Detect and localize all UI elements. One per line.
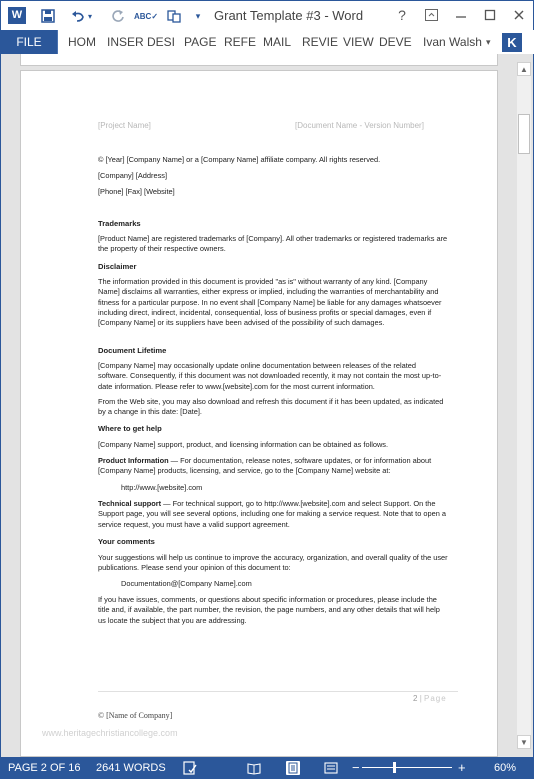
help-icon[interactable]: ? (398, 7, 406, 23)
scroll-down-icon[interactable]: ▼ (517, 735, 531, 749)
tab-mailings[interactable]: MAIL (263, 35, 292, 49)
zoom-slider-thumb[interactable] (393, 762, 396, 773)
product-info-label: Product Information (98, 456, 169, 465)
spelling-icon[interactable]: ABC✓ (133, 11, 159, 21)
watermark-text: www.heritagechristiancollege.com (42, 728, 178, 738)
chevron-down-icon[interactable]: ▾ (486, 37, 491, 47)
zoom-out-button[interactable]: − (352, 760, 360, 775)
lifetime-text: [Company Name] may occasionally update online documentation between releases of the related software. Consequently, if this document was not downloaded recently, it may not contain the most up-to-date information. Please refer to www.[website].com for the most current information. (98, 361, 442, 391)
tab-file[interactable]: FILE (1, 30, 58, 54)
title-bar (0, 0, 534, 30)
tab-review[interactable]: REVIE (302, 35, 339, 49)
zoom-level[interactable]: 60% (494, 762, 517, 774)
comments-text-2: If you have issues, comments, or questions about specific information or procedures, please include the title and, if available, the part number, the revision, the page numbers, and any other details that will help us locate the subject that you are addressing. (98, 595, 440, 625)
scroll-up-icon[interactable]: ▲ (517, 62, 531, 76)
close-icon[interactable] (508, 4, 530, 26)
zoom-in-button[interactable]: + (458, 760, 466, 775)
page-number: 2 | Page (413, 694, 447, 703)
lifetime-text-2: From the Web site, you may also download and refresh this document if it has been updated, as indicated by a change in this date: [Date]. (98, 397, 444, 417)
tab-view[interactable]: VIEW (343, 35, 374, 49)
contact-text: [Phone] [Fax] [Website] (98, 187, 175, 196)
disclaimer-heading: Disclaimer (98, 262, 137, 271)
tab-home[interactable]: HOM (68, 35, 96, 49)
ribbon-display-icon[interactable] (420, 4, 442, 26)
minimize-icon[interactable] (450, 4, 472, 26)
user-name[interactable]: Ivan Walsh (423, 35, 482, 49)
tab-references[interactable]: REFE (224, 35, 257, 49)
product-url: http://www.[website].com (121, 483, 203, 492)
tab-page-layout[interactable]: PAGE (184, 35, 217, 49)
word-icon: W (8, 7, 26, 24)
trademarks-text: [Product Name] are registered trademarks of [Company]. All other trademarks or registered trademarks are the property of their respective owners. (98, 234, 448, 254)
help-text: [Company Name] support, product, and licensing information can be obtained as follows. (98, 440, 389, 449)
comments-heading: Your comments (98, 537, 155, 546)
maximize-icon[interactable] (479, 4, 501, 26)
tab-insert[interactable]: INSER (107, 35, 144, 49)
tech-support-text: — For technical support, go to http://www.[website].com and select Support. On the Support page, you will see several options, including one for making a service request. Note that to open a service request, you must have a valid support agreement. (98, 499, 446, 529)
format-painter-icon[interactable] (163, 5, 185, 27)
word-count-status[interactable]: 2641 WORDS (96, 762, 166, 774)
tech-support-label: Technical support (98, 499, 162, 508)
copyright-text: © [Year] [Company Name] or a [Company Name] affiliate company. All rights reserved. (98, 155, 381, 164)
read-mode-icon[interactable] (247, 761, 261, 775)
lifetime-heading: Document Lifetime (98, 346, 167, 355)
header-project-name: [Project Name] (98, 121, 151, 130)
zoom-slider[interactable] (362, 767, 452, 768)
disclaimer-text: The information provided in this document is provided "as is" without warranty of any kind. [Company Name] disclaims all warranties, either express or implied, including the warranties of merchantability and fitness for a particular purpose. In no event shall [Company Name] be liable for any damages whatsoever including direct, indirect, incidental, consequential, loss of business profits or special damages, even if [Company Name] or its suppliers have been advised of the possibility of such damages. (98, 277, 442, 328)
tab-developer[interactable]: DEVE (379, 35, 412, 49)
document-title: Grant Template #3 - Word (214, 8, 364, 23)
footer-company: © [Name of Company] (98, 711, 173, 720)
web-layout-icon[interactable] (324, 761, 338, 775)
vertical-scrollbar[interactable] (517, 62, 531, 749)
header-document-name: [Document Name - Version Number] (295, 121, 424, 130)
comments-email: Documentation@[Company Name].com (121, 579, 252, 588)
ribbon-tabs (0, 30, 534, 54)
qat-dropdown-icon[interactable]: ▾ (195, 10, 201, 21)
trademarks-heading: Trademarks (98, 219, 141, 228)
page-count-status[interactable]: PAGE 2 OF 16 (8, 762, 81, 774)
product-info-paragraph (98, 456, 448, 477)
tab-strip (58, 30, 534, 54)
footer-divider (98, 691, 458, 692)
document-page[interactable] (20, 70, 498, 757)
print-layout-icon[interactable] (286, 761, 300, 775)
address-text: [Company] [Address] (98, 171, 168, 180)
undo-dropdown-icon[interactable]: ▾ (87, 11, 92, 21)
document-workspace (0, 54, 534, 757)
save-icon[interactable] (37, 5, 59, 27)
avatar[interactable]: K (502, 33, 522, 52)
comments-text: Your suggestions will help us continue to improve the accuracy, organization, and overall quality of the user publications. Please send your opinion of this document to: (98, 553, 448, 573)
scroll-thumb[interactable] (518, 114, 530, 154)
redo-icon[interactable] (107, 5, 129, 27)
help-heading: Where to get help (98, 424, 162, 433)
tab-design[interactable]: DESI (147, 35, 176, 49)
product-info-text: — For documentation, release notes, software updates, or for information about [Company Name] products, licensing, and service, go to the [Company Name] website at: (98, 456, 432, 476)
tech-support-paragraph (98, 499, 448, 530)
proofing-icon[interactable] (183, 761, 197, 775)
status-bar (0, 757, 534, 779)
previous-page-edge (20, 54, 498, 66)
